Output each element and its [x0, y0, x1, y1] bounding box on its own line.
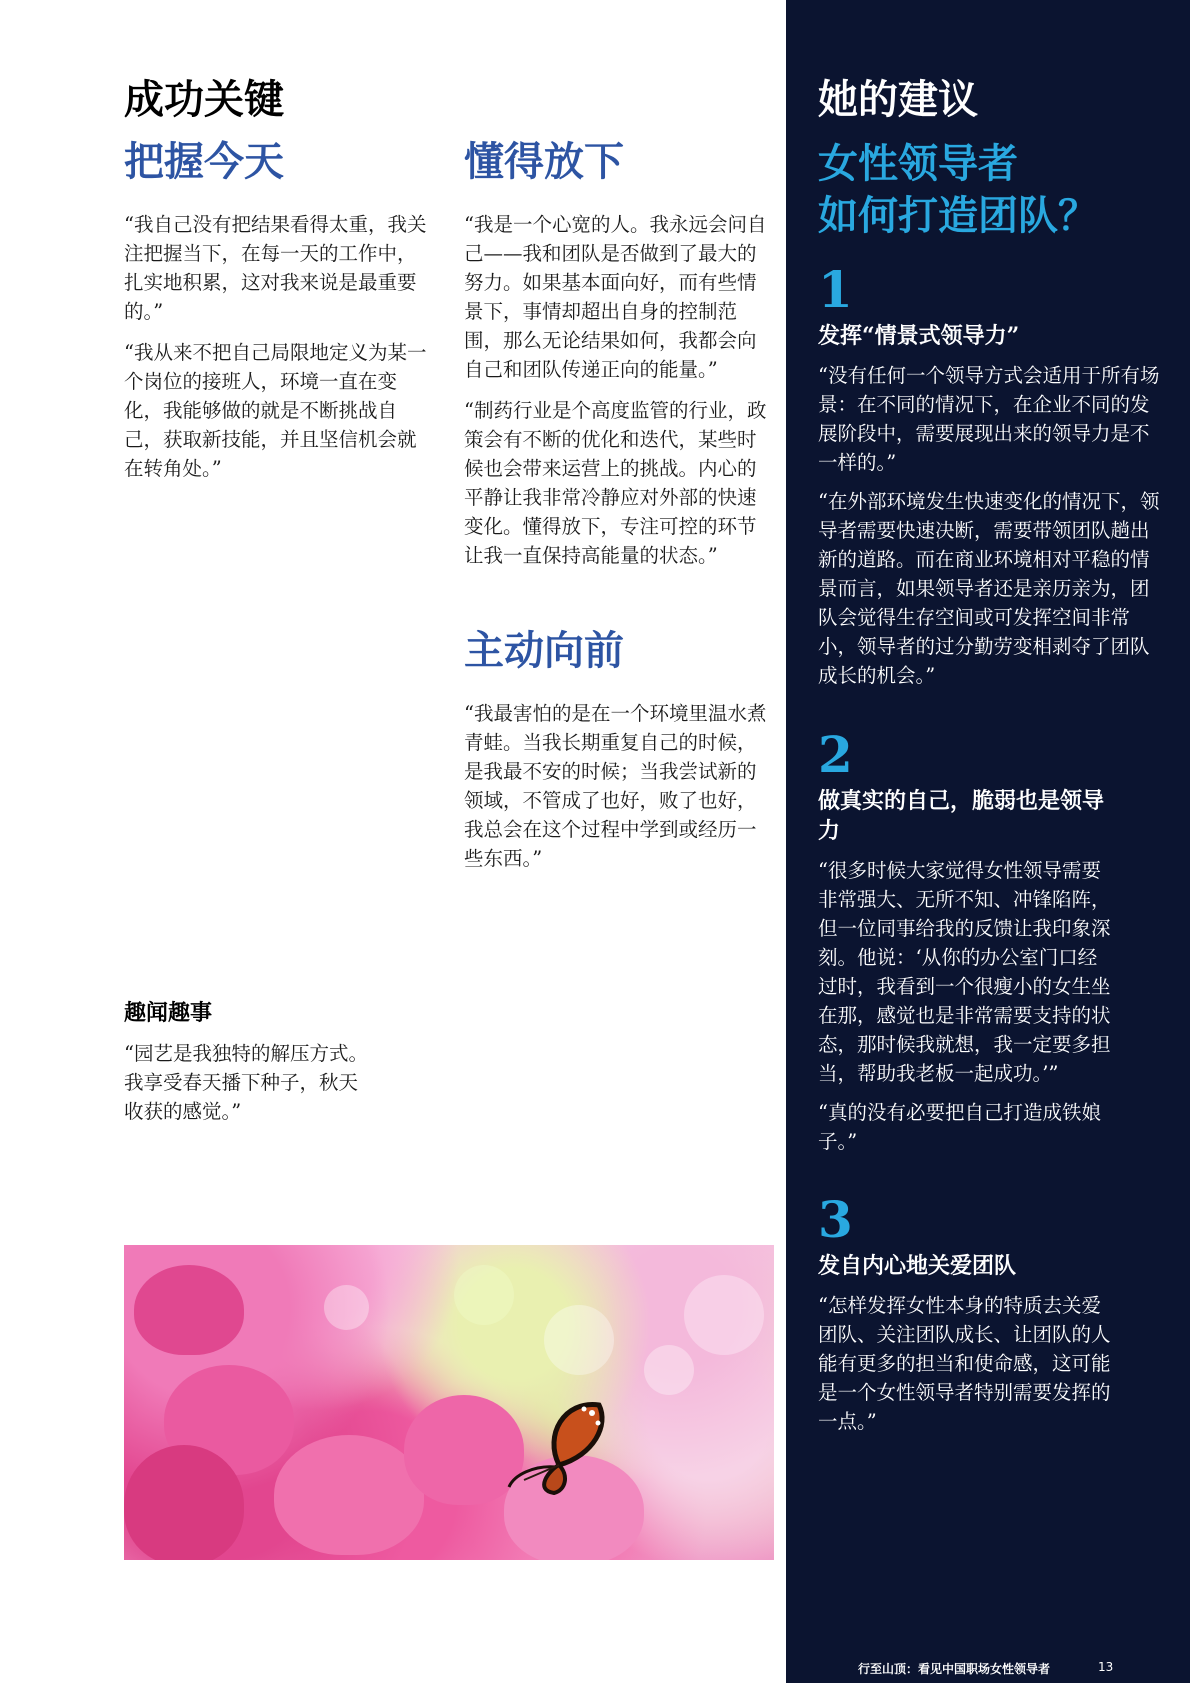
paragraph: “制药行业是个高度监管的行业，政策会有不断的优化和迭代，某些时候也会带来运营上的挑战。内心的平静让我非常冷静应对外部的快速变化。懂得放下，专注可控的环节让我一直保持高能量的状态。”: [464, 399, 767, 567]
column-grasp-today: [124, 140, 434, 495]
tip-2: [818, 725, 1118, 1166]
tip-3: [818, 1190, 1118, 1446]
page-number: 13: [1098, 1660, 1114, 1674]
section-title: 成功关键: [124, 76, 284, 123]
column-title-let-go: 懂得放下: [464, 138, 624, 185]
tip-number: 2: [818, 725, 853, 784]
tip-title: 发挥“情景式领导力”: [818, 323, 1020, 349]
tip-title: 发自内心地关爱团队: [818, 1253, 1017, 1279]
footer-publication-title: 行至山顶：看见中国职场女性领导者: [858, 1662, 1051, 1676]
tip-number: 1: [818, 260, 853, 319]
fun-facts: [124, 996, 369, 1138]
fun-facts-text: “园艺是我独特的解压方式。我享受春天播下种子，秋天收获的感觉。”: [124, 1042, 368, 1123]
paragraph: “我自己没有把结果看得太重，我关注把握当下，在每一天的工作中，扎实地积累，这对我来说是最重要的。”: [124, 213, 427, 323]
tip-paragraph: “怎样发挥女性本身的特质去关爱团队、关注团队成长、让团队的人能有更多的担当和使命感，这可能是一个女性领导者特别需要发挥的一点。”: [818, 1294, 1111, 1433]
paragraph: “我从来不把自己局限地定义为某一个岗位的接班人，环境一直在变化，我能够做的就是不断挑战自己，获取新技能，并且坚信机会就在转角处。”: [124, 341, 427, 480]
column-move-forward: [464, 629, 774, 885]
tip-paragraph: “真的没有必要把自己打造成铁娘子。”: [818, 1101, 1101, 1153]
tip-paragraph: “没有任何一个领导方式会适用于所有场景：在不同的情况下，在企业不同的发展阶段中，需要展现出来的领导力是不一样的。”: [818, 364, 1160, 474]
paragraph: “我最害怕的是在一个环境里温水煮青蛙。当我长期重复自己的时候，是我最不安的时候；当我尝试新的领域，不管成了也好，败了也好，我总会在这个过程中学到或经历一些东西。”: [464, 702, 767, 870]
tip-number: 3: [818, 1190, 853, 1249]
column-let-go: [464, 140, 774, 582]
panel-title: 她的建议: [818, 76, 978, 123]
paragraph: “我是一个心宽的人。我永远会问自己——我和团队是否做到了最大的努力。如果基本面向好，而有些情景下，事情却超出自身的控制范围，那么无论结果如何，我都会向自己和团队传递正向的能量。”: [464, 213, 767, 381]
fun-facts-title: 趣闻趣事: [124, 1000, 213, 1026]
flower-butterfly-photo: [124, 1245, 774, 1560]
panel-subtitle-line2: 如何打造团队？: [818, 192, 1098, 239]
butterfly-icon: [504, 1395, 614, 1495]
tip-paragraph: “在外部环境发生快速变化的情况下，领导者需要快速决断，需要带领团队趟出新的道路。而在商业环境相对平稳的情景而言，如果领导者还是亲历亲为，团队会觉得生存空间或可发挥空间非常小，领导者的过分勤劳变相剥夺了团队成长的机会。”: [818, 490, 1160, 687]
tip-1: [818, 260, 1163, 700]
column-title-move-forward: 主动向前: [464, 627, 624, 674]
tip-title: 做真实的自己，脆弱也是领导力: [818, 788, 1105, 844]
panel-subtitle-line1: 女性领导者: [818, 140, 1018, 187]
tip-paragraph: “很多时候大家觉得女性领导需要非常强大、无所不知、冲锋陷阵，但一位同事给我的反馈让我印象深刻。他说：‘从你的办公室门口经过时，我看到一个很瘦小的女生坐在那，感觉也是非常需要支持的状态，那时候我就想，我一定要多担当，帮助我老板一起成功。’”: [818, 859, 1111, 1085]
column-title-grasp-today: 把握今天: [124, 138, 284, 185]
advice-panel: [786, 0, 1190, 1683]
